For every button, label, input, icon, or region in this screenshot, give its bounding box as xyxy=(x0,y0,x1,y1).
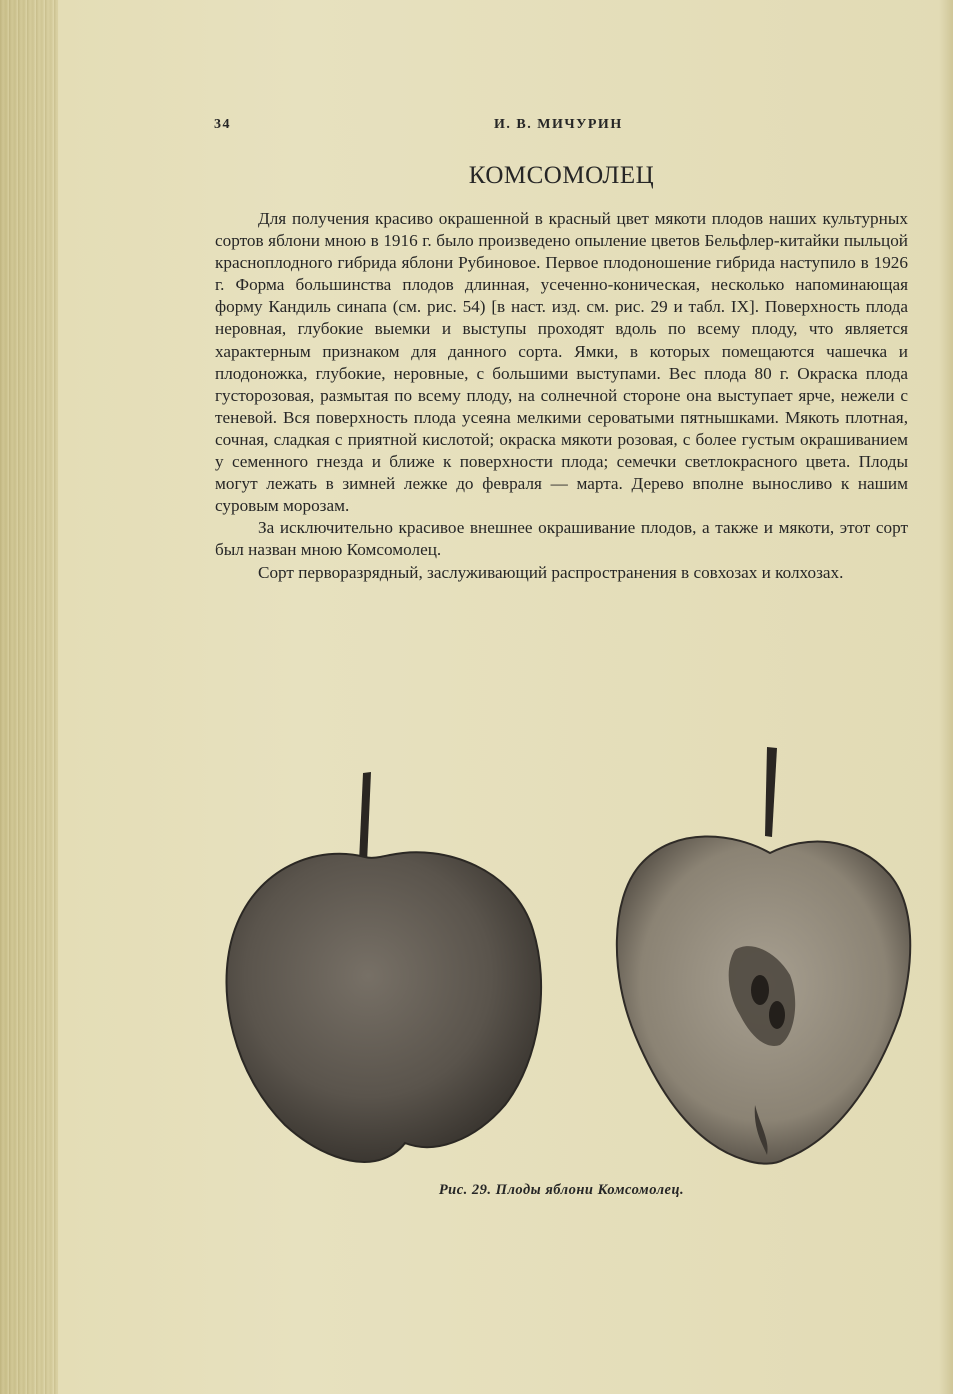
figure-caption: Рис. 29. Плоды яблони Комсомолец. xyxy=(438,1182,685,1198)
whole-apple xyxy=(226,772,541,1162)
whole-apple-stem xyxy=(359,772,371,863)
apple-figure xyxy=(215,745,915,1170)
apple-seed xyxy=(769,1001,785,1029)
paragraph-rating: Сорт перворазрядный, заслуживающий распространения в совхозах и колхозах. xyxy=(258,562,844,582)
page-number: 34 xyxy=(214,117,231,132)
cut-apple-stem xyxy=(765,747,777,837)
apple-seed xyxy=(751,975,769,1005)
page-right-edge xyxy=(939,0,953,1394)
apple-illustration xyxy=(215,745,915,1170)
section-title: КОМСОМОЛЕЦ xyxy=(468,162,655,189)
body-text xyxy=(215,208,908,584)
cut-apple-half xyxy=(617,747,910,1164)
paragraph-naming: За исключительно красивое внешнее окрашивание плодов, а также и мякоти, этот сорт был назван мною Комсомолец. xyxy=(215,518,908,560)
page-header xyxy=(214,117,909,141)
book-binding-edge xyxy=(0,0,58,1394)
running-head: И. В. МИЧУРИН xyxy=(494,117,623,132)
whole-apple-body xyxy=(226,852,541,1162)
paragraph-description: Для получения красиво окрашенной в красный цвет мякоти плодов наших культурных сортов яблони мною в 1916 г. было произведено опыление цветов Бельфлер-китайки пыльцой краснoплодного гибрида яблони Рубиновое. Первое плодоношение гибрида наступило в 1926 г. Форма большинства плодов длинная, усеченно-коническая, несколько напоминающая форму Кандиль синапа (см. рис. 54) [в наст. изд. см. рис. 29 и табл. IX]. Поверхность плода неровная, глубокие выемки и выступы проходят вдоль по всему плоду, что является характерным признаком для данного сорта. Ямки, в которых помещаются чашечка и плодоножка, глубокие, неровные, с большими выступами. Вес плода 80 г. Окраска плода густорозовая, размытая по всему плоду, на солнечной стороне она выступает ярче, нежели с теневой. Вся поверхность плода усеяна мелкими сероватыми пятнышками. Мякоть плотная, сочная, сладкая с приятной кислотой; окраска мякоти розовая, с более густым окрашиванием у семенного гнезда и ближе к поверхности плода; семечки светлокрасного цвета. Плоды могут лежать в зимней лежке до февраля — марта. Дерево вполне выносливо к нашим суровым морозам. xyxy=(215,209,908,516)
